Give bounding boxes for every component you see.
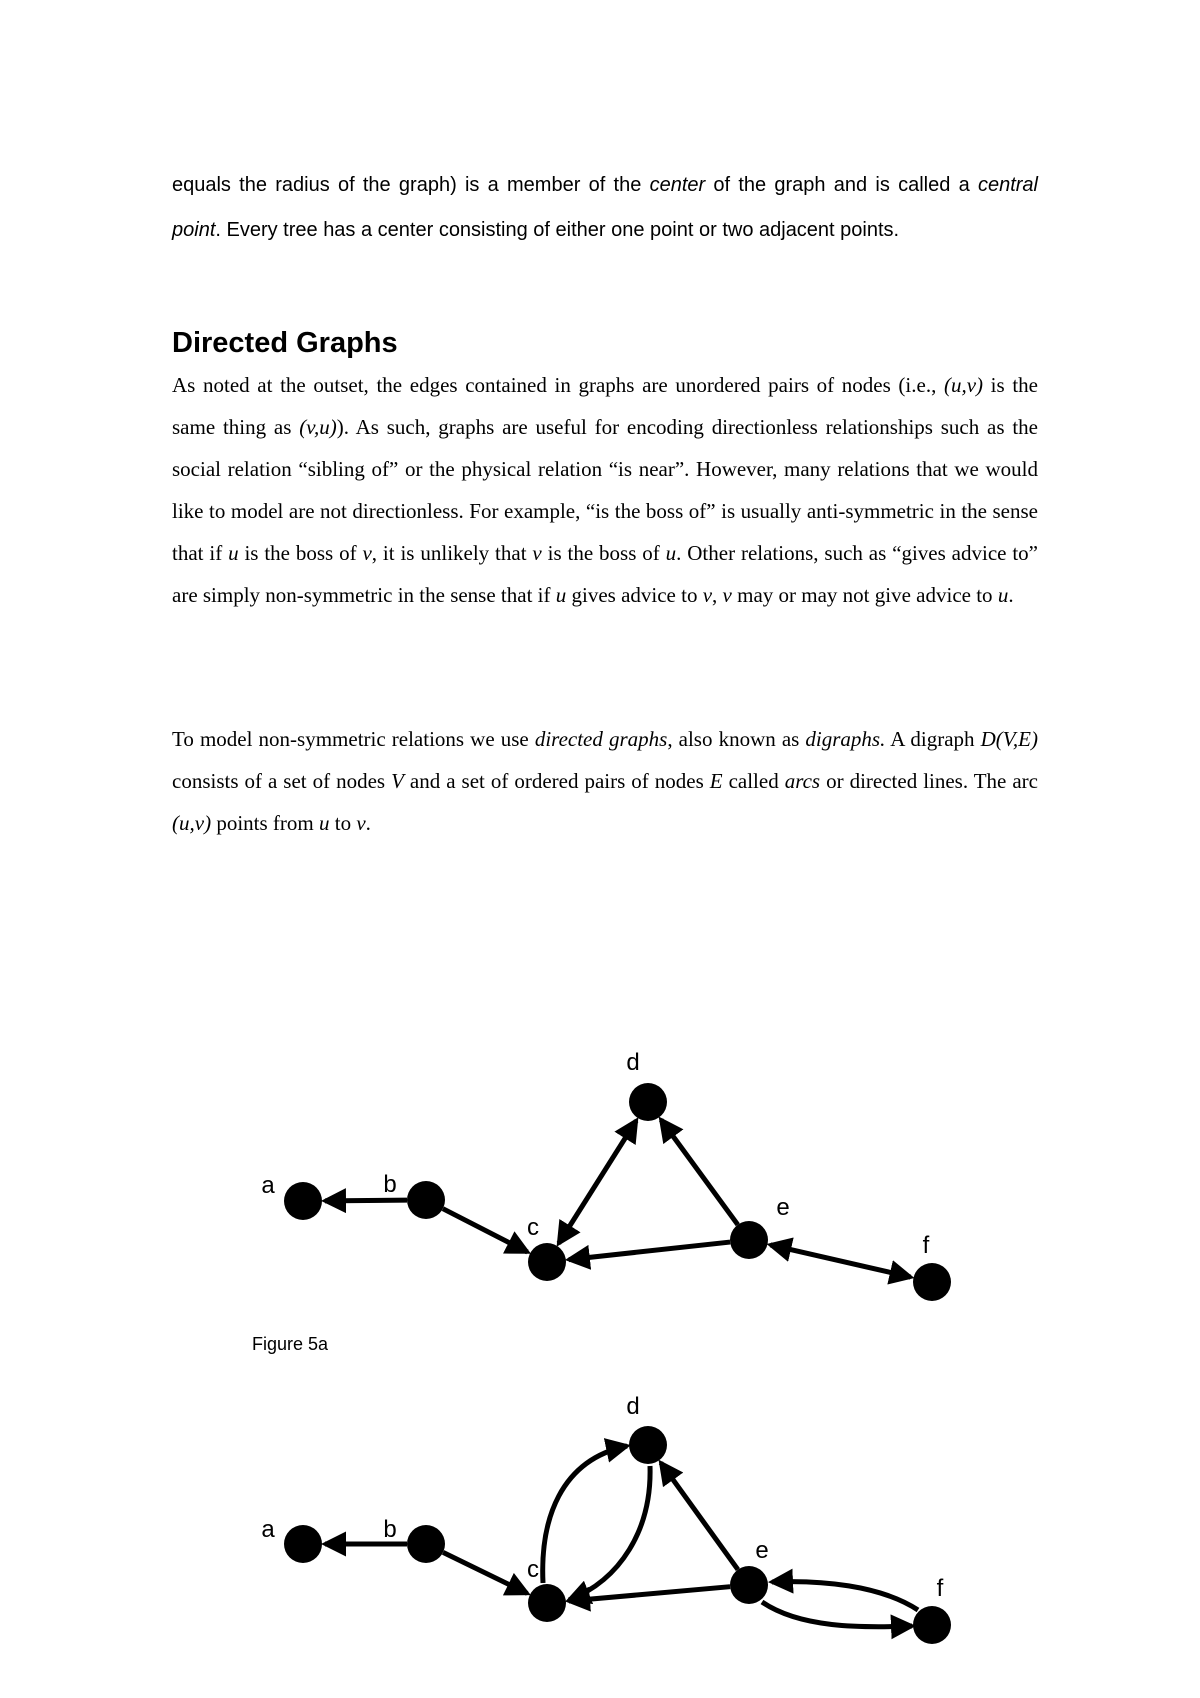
node-label-c: c (527, 1556, 539, 1583)
node-a (284, 1182, 322, 1220)
text-run: called (722, 769, 785, 793)
text-run: is the boss of (238, 541, 363, 565)
node-b (407, 1525, 445, 1563)
node-label-c: c (527, 1214, 539, 1241)
node-label-f: f (936, 1575, 944, 1602)
arc-e-c (569, 1242, 730, 1260)
text-run: , it is unlikely that (371, 541, 533, 565)
text-run: , also known as (667, 727, 806, 751)
emphasis: V (391, 769, 404, 793)
node-e (730, 1221, 768, 1259)
node-label-d: d (626, 1393, 640, 1420)
emphasis: u (318, 811, 330, 835)
arc-c-d (559, 1121, 637, 1244)
emphasis: u (665, 541, 677, 565)
text-run: ). As such, graphs are useful for encoding directionless relationships such as the social relation “sibling of” or the physical relation “is near”. However, many relations that we would like to model are not directionless. For example, “is the boss of” is usually anti-symmetric in the sense that if (172, 415, 1038, 565)
text-run: to (329, 811, 357, 835)
text-run: As noted at the outset, the edges contained in graphs are unordered pairs of nodes (i.e., (172, 373, 944, 397)
text-run: is the boss of (541, 541, 666, 565)
emphasis: (u,v) (172, 811, 212, 835)
text-run: consists of a set of nodes (172, 769, 392, 793)
node-label-f: f (922, 1232, 930, 1259)
emphasis: (u,v) (943, 373, 984, 397)
emphasis: u (228, 541, 239, 565)
arc-e-d (661, 1120, 738, 1225)
node-d (629, 1426, 667, 1464)
arc-e-d (661, 1463, 738, 1570)
node-label-a: a (261, 1516, 275, 1543)
node-label-a: a (261, 1172, 275, 1199)
emphasis: u (555, 583, 567, 607)
node-f (913, 1263, 951, 1301)
arc-b-a (325, 1200, 407, 1201)
node-f (913, 1606, 951, 1644)
emphasis: v (356, 811, 366, 835)
node-a (284, 1525, 322, 1563)
text-run: of the graph and is called a (705, 174, 978, 196)
text-run: may or may not give advice to (731, 583, 998, 607)
text-run: equals the radius of the graph) is a member of the (172, 174, 650, 196)
node-label-e: e (776, 1194, 790, 1221)
node-e (730, 1566, 768, 1604)
text-run: To model non-symmetric relations we use (172, 727, 535, 751)
emphasis: v (702, 583, 713, 607)
arc-b-c (443, 1209, 528, 1252)
text-run: . (1008, 583, 1014, 607)
text-run: . (365, 811, 371, 835)
node-d (629, 1083, 667, 1121)
text-run: . Other relations, such as “gives advice to” are simply non-symmetric in the sense that if (172, 541, 1038, 607)
arc-f-e (772, 1582, 918, 1610)
text-run: , (712, 583, 723, 607)
text-run: gives advice to (566, 583, 703, 607)
paragraph-central-point (172, 163, 1038, 253)
arc-c-d (543, 1446, 627, 1583)
text-run: is the same thing as (172, 373, 1038, 439)
emphasis: v (362, 541, 372, 565)
text-run: points from (211, 811, 319, 835)
emphasis: E (709, 769, 723, 793)
node-b (407, 1181, 445, 1219)
figure-5b-nodes (261, 1393, 951, 1644)
paragraph-digraphs (172, 718, 1038, 844)
emphasis-central-point: central point (172, 174, 1038, 241)
emphasis: (v,u) (299, 415, 337, 439)
node-c (528, 1243, 566, 1281)
paragraph-directionless (172, 364, 1038, 616)
section-title: Directed Graphs (172, 327, 398, 359)
node-label-e: e (755, 1537, 769, 1564)
digraph-figure-5b (0, 1380, 1200, 1680)
node-label-d: d (626, 1049, 640, 1076)
node-c (528, 1584, 566, 1622)
emphasis: directed graphs (534, 727, 668, 751)
emphasis: digraphs. (805, 727, 886, 751)
text-run: or directed lines. The arc (820, 769, 1038, 793)
arc-d-c (569, 1466, 650, 1600)
node-label-b: b (383, 1516, 397, 1543)
arc-e-f (770, 1245, 910, 1277)
node-label-b: b (383, 1171, 397, 1198)
text-run: . Every tree has a center consisting of either one point or two adjacent points. (215, 219, 900, 241)
arc-b-c (443, 1552, 527, 1593)
emphasis: v (532, 541, 542, 565)
text-run: and a set of ordered pairs of nodes (403, 769, 710, 793)
text-run: A digraph (885, 727, 981, 751)
figure-caption: Figure 5a (252, 1334, 329, 1354)
arc-e-f (762, 1602, 912, 1627)
emphasis: v (722, 583, 732, 607)
emphasis-center: center (649, 174, 706, 196)
emphasis: u (997, 583, 1009, 607)
emphasis: D(V,E) (980, 727, 1038, 751)
digraph-figure-5a (0, 1040, 1200, 1330)
emphasis: arcs (784, 769, 821, 793)
